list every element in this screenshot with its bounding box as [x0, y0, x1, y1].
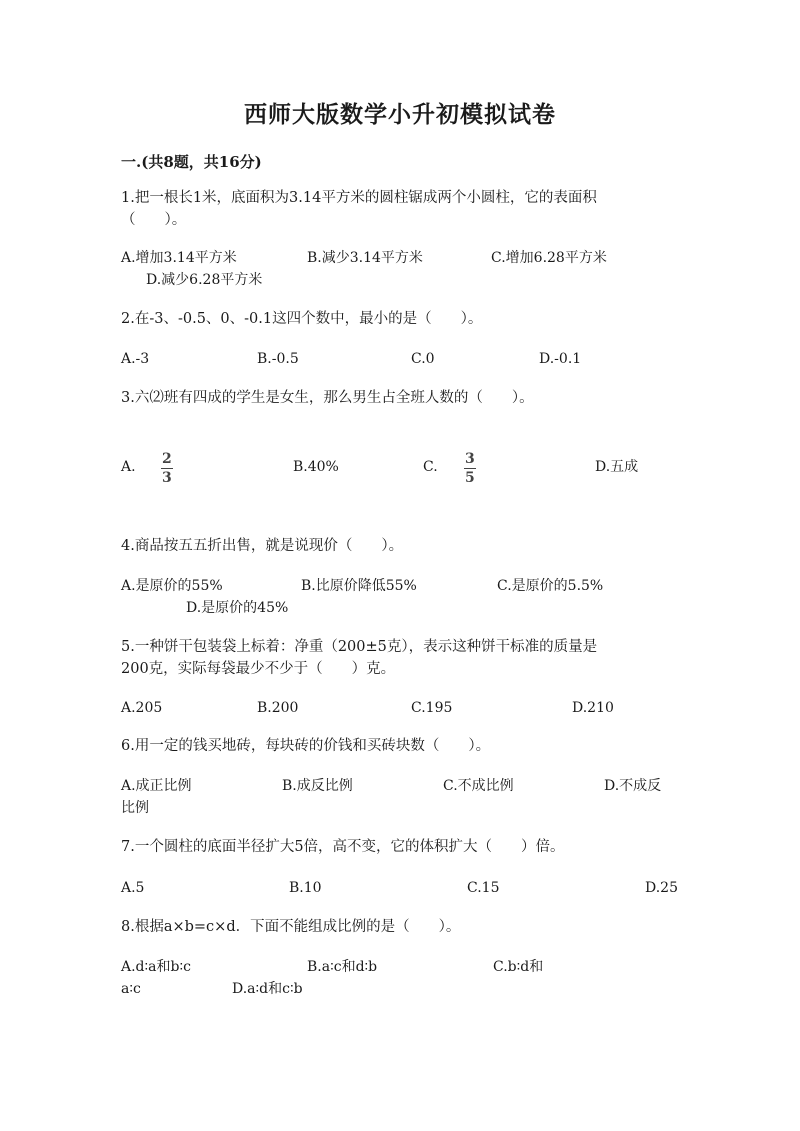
- option-b[interactable]: B.成反比例: [282, 778, 353, 794]
- option-c[interactable]: C.b∶d和: [493, 959, 544, 975]
- option-b[interactable]: B.200: [257, 700, 299, 716]
- option-b[interactable]: B.比原价降低55%: [301, 578, 417, 594]
- option-a[interactable]: A.5: [121, 880, 145, 896]
- question-2: [121, 308, 681, 330]
- option-d[interactable]: D.是原价的45%: [186, 600, 289, 616]
- section-header: 一.(共8题，共16分): [121, 153, 262, 171]
- question-1: [121, 187, 681, 231]
- question-8-stem: 8.根据a×b=c×d．下面不能组成比例的是（ ）。: [121, 919, 461, 935]
- option-c[interactable]: C.0: [411, 351, 435, 367]
- option-c[interactable]: C.不成比例: [443, 778, 514, 794]
- option-d[interactable]: D.-0.1: [539, 351, 582, 367]
- question-5: [121, 636, 681, 680]
- question-7-stem: 7.一个圆柱的底面半径扩大5倍，高不变，它的体积扩大（ ）倍。: [121, 839, 565, 855]
- question-2-options: [121, 348, 691, 372]
- option-a[interactable]: A.是原价的55%: [121, 578, 223, 594]
- question-7: [121, 836, 681, 858]
- option-c-continued: a∶c: [121, 981, 141, 997]
- option-b[interactable]: B.减少3.14平方米: [307, 250, 423, 266]
- question-3-stem: 3.六⑵班有四成的学生是女生，那么男生占全班人数的（ ）。: [121, 390, 534, 406]
- question-5-options: [121, 697, 691, 721]
- question-6-options: [121, 775, 691, 799]
- question-1-options: [121, 247, 691, 271]
- option-a-label: A.: [121, 459, 136, 475]
- question-6: [121, 735, 681, 757]
- option-d[interactable]: D.不成反: [604, 778, 662, 794]
- question-5-stem-line2: 200克，实际每袋最少不少于（ ）克。: [121, 661, 396, 677]
- question-2-stem: 2.在-3、-0.5、0、-0.1这四个数中，最小的是（ ）。: [121, 311, 483, 327]
- option-a[interactable]: A.205: [121, 700, 163, 716]
- question-4-options: [121, 575, 691, 599]
- option-a[interactable]: A.成正比例: [121, 778, 192, 794]
- page-title: 西师大版数学小升初模拟试卷: [244, 101, 556, 128]
- option-c-fraction: [464, 452, 476, 486]
- option-c[interactable]: C.是原价的5.5%: [497, 578, 604, 594]
- option-d[interactable]: D.五成: [595, 459, 639, 475]
- option-d[interactable]: D.25: [645, 880, 678, 896]
- option-c-label: C.: [423, 459, 438, 475]
- question-7-options: [121, 877, 691, 901]
- option-a[interactable]: A.-3: [121, 351, 150, 367]
- option-c[interactable]: C.增加6.28平方米: [491, 250, 607, 266]
- option-d-continued: 比例: [121, 800, 149, 816]
- option-b[interactable]: B.10: [289, 880, 322, 896]
- option-b[interactable]: B.-0.5: [257, 351, 299, 367]
- option-d[interactable]: D.210: [572, 700, 614, 716]
- fraction-numerator: 3: [465, 451, 475, 467]
- option-c[interactable]: C.195: [411, 700, 453, 716]
- question-3: [121, 387, 681, 409]
- option-a-fraction: [161, 452, 173, 486]
- question-4-stem: 4.商品按五五折出售，就是说现价（ ）。: [121, 538, 404, 554]
- option-b[interactable]: B.40%: [293, 459, 339, 475]
- question-1-stem-line2: （ ）。: [121, 212, 187, 228]
- fraction-denominator: 5: [465, 470, 475, 486]
- question-8: [121, 916, 681, 938]
- question-4: [121, 535, 681, 557]
- option-c[interactable]: C.15: [467, 880, 500, 896]
- option-a[interactable]: A.增加3.14平方米: [121, 250, 237, 266]
- question-6-stem: 6.用一定的钱买地砖，每块砖的价钱和买砖块数（ ）。: [121, 738, 491, 754]
- option-a[interactable]: A.d∶a和b∶c: [121, 959, 191, 975]
- question-5-stem-line1: 5.一种饼干包装袋上标着：净重（200±5克），表示这种饼干标准的质量是: [121, 639, 598, 655]
- option-c[interactable]: [423, 456, 438, 478]
- question-8-options: [121, 956, 691, 980]
- option-b[interactable]: B.a∶c和d∶b: [307, 959, 378, 975]
- fraction-denominator: 3: [162, 470, 172, 486]
- option-d[interactable]: D.a∶d和c∶b: [232, 981, 303, 997]
- option-d[interactable]: D.减少6.28平方米: [146, 272, 263, 288]
- fraction-numerator: 2: [162, 451, 172, 467]
- question-1-stem-line1: 1.把一根长1米，底面积为3.14平方米的圆柱锯成两个小圆柱，它的表面积: [121, 190, 597, 206]
- option-a[interactable]: [121, 456, 136, 478]
- question-3-options: [121, 450, 691, 490]
